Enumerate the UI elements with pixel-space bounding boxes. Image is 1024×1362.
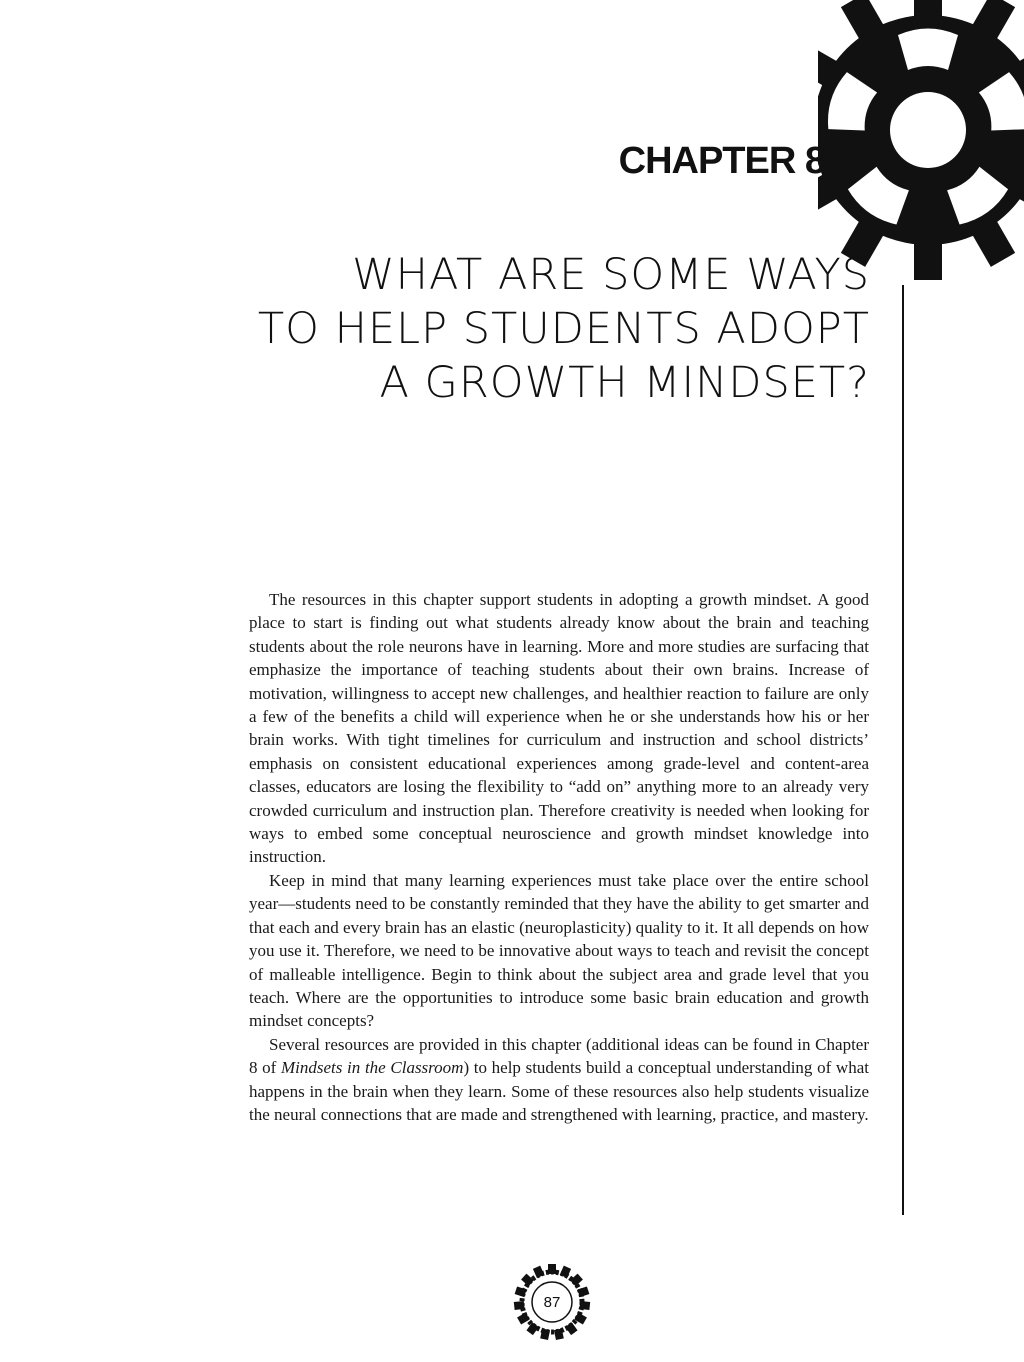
- paragraph-2: Keep in mind that many learning experiences must take place over the entire school year—students need to be constantly reminded that they have the ability to get smarter and that each and every brain has an elastic (neuroplasticity) quality to it. It all depends on how you use it. Therefore, we need to be innovative about ways to teach and revisit the concept of malleable intelligence. Begin to think about the subject area and grade level that you teach. Where are the opportunities to introduce some basic brain education and growth mindset concepts?: [249, 870, 869, 1031]
- chapter-title-line-1: WHAT ARE SOME WAYS: [352, 250, 870, 300]
- book-title: Mindsets in the Classroom: [281, 1058, 464, 1078]
- gear-icon: [818, 0, 1024, 280]
- chapter-title-line-2: TO HELP STUDENTS ADOPT: [257, 304, 870, 354]
- body-text: [249, 588, 869, 1126]
- paragraph-1: The resources in this chapter support students in adopting a growth mindset. A good place to start is finding out what students already know about the brain and teaching students about the role neurons have in learning. More and more studies are surfacing that emphasize the importance of teaching students about their own brains. Increase of motivation, willingness to accept new challenges, and healthier reaction to failure are only a few of the benefits a child will experience when he or she understands how his or her brain works. With tight timelines for curriculum and instruction and school districts’ emphasis on consistent educational experiences among grade-level and content-area classes, educators are losing the flexibility to “add on” anything more to an already very crowded curriculum and instruction plan. Therefore creativity is needed when looking for ways to embed some conceptual neuroscience and growth mindset knowledge into instruction.: [249, 590, 869, 867]
- page-number-badge: [504, 1262, 600, 1342]
- side-rule-divider: [902, 285, 904, 1215]
- paragraph-3-end: ) to help students build a conceptual understanding of what happens in the brain when they learn. Some of these resources also help students visualize the neural connections that are made and strengthened with learning, practice, and mastery.: [249, 1058, 869, 1124]
- paragraph-3: [249, 1033, 869, 1127]
- paragraph-3-start: Several resources are provided in this chapter (additional ideas can be found in Chapter 8 of: [249, 1034, 869, 1078]
- chapter-label: CHAPTER 8: [618, 140, 825, 182]
- chapter-title: [200, 248, 870, 410]
- page-number: 87: [543, 1293, 561, 1311]
- chapter-title-line-3: A GROWTH MINDSET?: [379, 358, 870, 408]
